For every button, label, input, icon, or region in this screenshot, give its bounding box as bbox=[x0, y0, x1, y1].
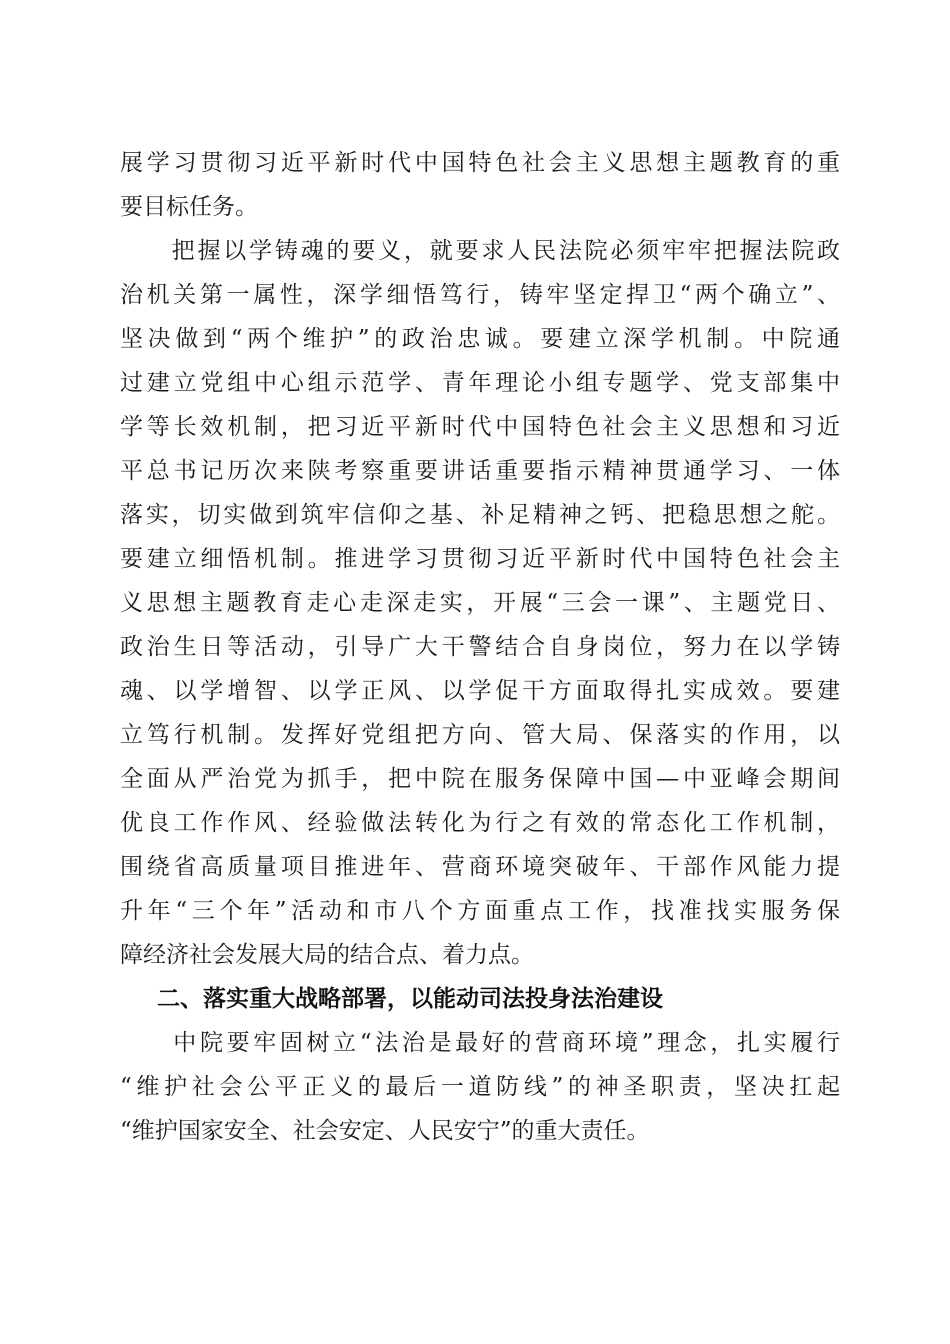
paragraph-3-line-3: “维护国家安全、社会安定、人民安宁”的重大责任。 bbox=[120, 1118, 650, 1144]
paragraph-2-line-1: 把握以学铸魂的要义，就要求人民法院必须牢牢把握法院政 bbox=[120, 238, 840, 264]
paragraph-2-line-8: 要建立细悟机制。推进学习贯彻习近平新时代中国特色社会主 bbox=[120, 546, 840, 572]
paragraph-2-line-2: 治机关第一属性，深学细悟笃行，铸牢坚定捍卫“两个确立”、 bbox=[120, 282, 840, 308]
paragraph-2-line-11: 魂、以学增智、以学正风、以学促干方面取得扎实成效。要建 bbox=[120, 678, 840, 704]
paragraph-2-line-12: 立笃行机制。发挥好党组把方向、管大局、保落实的作用，以 bbox=[120, 722, 840, 748]
paragraph-2-line-7: 落实，切实做到筑牢信仰之基、补足精神之钙、把稳思想之舵。 bbox=[120, 502, 840, 528]
paragraph-2-line-5: 学等长效机制，把习近平新时代中国特色社会主义思想和习近 bbox=[120, 414, 840, 440]
paragraph-2-line-14: 优良工作作风、经验做法转化为行之有效的常态化工作机制， bbox=[120, 810, 840, 836]
paragraph-2-line-6: 平总书记历次来陕考察重要讲话重要指示精神贯通学习、一体 bbox=[120, 458, 840, 484]
paragraph-2-line-13: 全面从严治党为抓手，把中院在服务保障中国—中亚峰会期间 bbox=[120, 766, 840, 792]
paragraph-3-line-1: 中院要牢固树立“法治是最好的营商环境”理念，扎实履行 bbox=[120, 1030, 840, 1056]
paragraph-2-line-10: 政治生日等活动，引导广大干警结合自身岗位，努力在以学铸 bbox=[120, 634, 840, 660]
section-heading: 二、落实重大战略部署，以能动司法投身法治建设 bbox=[157, 986, 663, 1012]
paragraph-1-line-2: 要目标任务。 bbox=[120, 194, 258, 220]
paragraph-3-line-2: “维护社会公平正义的最后一道防线”的神圣职责，坚决扛起 bbox=[120, 1074, 840, 1100]
paragraph-2-line-15: 围绕省高质量项目推进年、营商环境突破年、干部作风能力提 bbox=[120, 854, 840, 880]
paragraph-2-line-16: 升年“三个年”活动和市八个方面重点工作，找准找实服务保 bbox=[120, 898, 840, 924]
paragraph-1-line-1: 展学习贯彻习近平新时代中国特色社会主义思想主题教育的重 bbox=[120, 150, 840, 176]
paragraph-2-line-3: 坚决做到“两个维护”的政治忠诚。要建立深学机制。中院通 bbox=[120, 326, 840, 352]
paragraph-2-line-4: 过建立党组中心组示范学、青年理论小组专题学、党支部集中 bbox=[120, 370, 840, 396]
paragraph-2-line-9: 义思想主题教育走心走深走实，开展“三会一课”、主题党日、 bbox=[120, 590, 840, 616]
paragraph-2-line-17: 障经济社会发展大局的结合点、着力点。 bbox=[120, 942, 534, 968]
